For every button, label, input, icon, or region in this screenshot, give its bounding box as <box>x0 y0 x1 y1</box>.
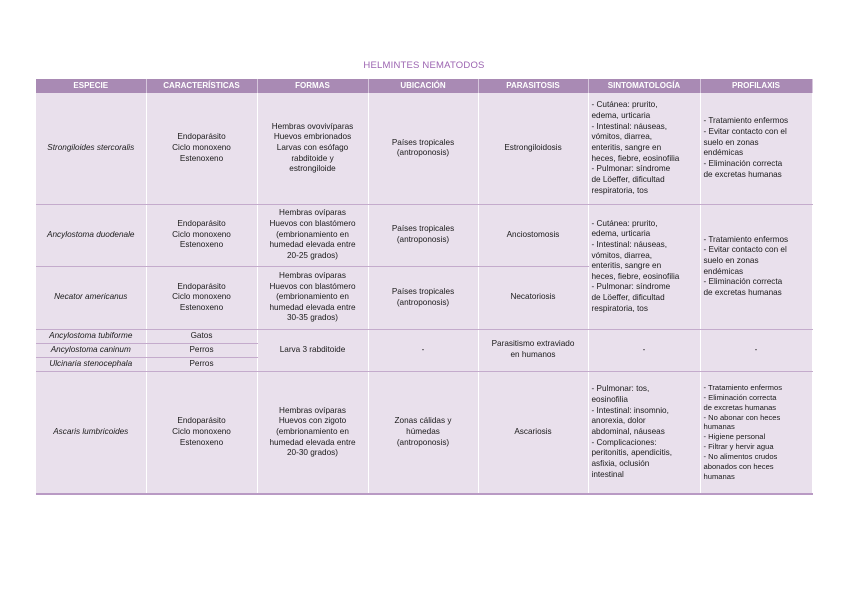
text-line: edema, urticaria <box>591 229 651 239</box>
text-line: endémicas <box>703 148 744 158</box>
text-line: Ciclo monoxeno <box>172 426 231 436</box>
profilaxis-cell <box>700 204 812 329</box>
text-line: - No abonar con heces <box>703 412 781 422</box>
text-line: - Tratamiento enfermos <box>703 116 789 126</box>
especie-cell: Ancylostoma duodenale <box>36 204 146 266</box>
text-line: húmedas <box>406 426 440 436</box>
text-line: Larvas con esófago <box>276 142 349 152</box>
nematodos-table <box>36 79 813 495</box>
text-line: peritonitis, apendicitis, <box>591 448 673 458</box>
text-line: humanas <box>703 422 735 432</box>
text-line: respiratoria, tos <box>591 303 648 313</box>
text-line: Huevos con zigoto <box>278 416 347 426</box>
parasitosis-cell: Anciostomosis <box>478 204 588 266</box>
header-sintomatologia: SINTOMATOLOGÍA <box>588 79 700 93</box>
text-line: de excretas humanas <box>703 287 782 297</box>
text-line: Países tropicales <box>391 286 455 296</box>
text-line: abonados con heces <box>703 461 774 471</box>
text-line: - Pulmonar: síndrome <box>591 164 671 174</box>
text-line: heces, fiebre, eosinofilia <box>591 153 680 163</box>
profilaxis-cell <box>700 93 812 204</box>
text-line: asfixia, oclusión <box>591 458 650 468</box>
host-cell: Gatos <box>146 329 257 343</box>
text-line: Estenoxeno <box>179 302 224 312</box>
text-line: Estenoxeno <box>179 437 224 447</box>
text-line: Endoparásito <box>177 416 226 426</box>
parasitosis-cell: Necatoriosis <box>478 266 588 329</box>
ubicacion-cell: - <box>368 329 478 371</box>
text-line: (antroponosis) <box>396 437 450 447</box>
table-row-strongyloides <box>36 93 812 204</box>
sintomatologia-cell <box>588 204 700 329</box>
text-line: humedad elevada entre <box>269 437 356 447</box>
text-line: Países tropicales <box>391 224 455 234</box>
text-line: vómitos, diarrea, <box>591 132 653 142</box>
text-line: - Complicaciones: <box>591 437 657 447</box>
header-ubicacion: UBICACIÓN <box>368 79 478 93</box>
text-line: suelo en zonas <box>703 255 759 265</box>
formas-cell: Larva 3 rabditoide <box>257 329 368 371</box>
text-line: abdominal, náuseas <box>591 426 665 436</box>
host-cell: Perros <box>146 343 257 357</box>
text-line: Endoparásito <box>177 219 226 229</box>
text-line: - Evitar contacto con el <box>703 245 787 255</box>
text-line: - No alimentos crudos <box>703 451 778 461</box>
text-line: - Filtrar y hervir agua <box>703 442 774 452</box>
table-row-tubiforme <box>36 329 812 343</box>
text-line: - Cutánea: prurito, <box>591 218 658 228</box>
text-line: edema, urticaria <box>591 110 651 120</box>
text-line: de excretas humanas <box>703 402 777 412</box>
table-row-ascaris <box>36 371 812 494</box>
text-line: - Higiene personal <box>703 432 766 442</box>
text-line: Ciclo monoxeno <box>172 292 231 302</box>
text-line: enteritis, sangre en <box>591 142 662 152</box>
text-line: intestinal <box>591 469 624 479</box>
text-line: 20-30 grados) <box>287 448 338 458</box>
text-line: Endoparásito <box>177 281 226 291</box>
header-row <box>36 79 812 93</box>
text-line: heces, fiebre, eosinofilia <box>591 271 680 281</box>
text-line: Ciclo monoxeno <box>172 229 231 239</box>
text-line: Huevos con blastómero <box>269 219 356 229</box>
text-line: - Evitar contacto con el <box>703 126 787 136</box>
table-row-duodenale <box>36 204 812 266</box>
text-line: en humanos <box>510 350 556 359</box>
especie-cell: Necator americanus <box>36 266 146 329</box>
ubicacion-cell <box>368 93 478 204</box>
text-line: - Cutánea: prurito, <box>591 100 658 110</box>
text-line: Hembras ovíparas <box>279 270 346 280</box>
formas-cell <box>257 266 368 329</box>
text-line: (embrionamiento en <box>276 426 349 436</box>
text-line: de Löeffer, dificultad <box>591 174 665 184</box>
text-line: Huevos embrionados <box>273 132 352 142</box>
text-line: 30-35 grados) <box>287 313 338 323</box>
header-especie: ESPECIE <box>36 79 146 93</box>
caracteristicas-cell <box>146 204 257 266</box>
text-line: - Intestinal: náuseas, <box>591 121 668 131</box>
text-line: endémicas <box>703 266 744 276</box>
text-line: humanas <box>703 471 735 481</box>
especie-cell: Ulcinaria stenocephala <box>36 357 146 371</box>
especie-cell: Ancylostoma tubiforme <box>36 329 146 343</box>
sintomatologia-cell <box>588 371 700 494</box>
sintomatologia-cell: - <box>588 329 700 371</box>
text-line: Hembras ovovivíparas <box>271 121 354 131</box>
ubicacion-cell <box>368 371 478 494</box>
text-line: eosinofilia <box>591 394 628 404</box>
text-line: - Tratamiento enfermos <box>703 234 789 244</box>
header-caracteristicas: CARACTERÍSTICAS <box>146 79 257 93</box>
parasitosis-cell: Ascariosis <box>478 371 588 494</box>
formas-cell <box>257 204 368 266</box>
sintomatologia-cell <box>588 93 700 204</box>
caracteristicas-cell <box>146 266 257 329</box>
caracteristicas-cell <box>146 93 257 204</box>
text-line: Hembras ovíparas <box>279 405 346 415</box>
text-line: Países tropicales <box>391 137 455 147</box>
text-line: - Pulmonar: tos, <box>591 384 650 394</box>
text-line: (embrionamiento en <box>276 292 349 302</box>
text-line: suelo en zonas <box>703 137 759 147</box>
text-line: humedad elevada entre <box>269 240 356 250</box>
text-line: Ciclo monoxeno <box>172 142 231 152</box>
text-line: de Löeffer, dificultad <box>591 293 665 303</box>
ubicacion-cell <box>368 266 478 329</box>
text-line: Hembras ovíparas <box>279 208 346 218</box>
host-cell: Perros <box>146 357 257 371</box>
text-line: humedad elevada entre <box>269 302 356 312</box>
text-line: - Tratamiento enfermos <box>703 382 782 392</box>
text-line: Estenoxeno <box>179 153 224 163</box>
parasitosis-cell <box>478 329 588 371</box>
parasitosis-cell: Estrongiloidosis <box>478 93 588 204</box>
ubicacion-cell <box>368 204 478 266</box>
text-line: estrongiloide <box>289 164 336 174</box>
formas-cell <box>257 371 368 494</box>
text-line: - Eliminación correcta <box>703 392 777 402</box>
text-line: - Intestinal: insomnio, <box>591 405 669 415</box>
text-line: Parasitismo extraviado <box>491 339 575 349</box>
especie-cell: Strongiloides stercoralis <box>36 93 146 204</box>
formas-cell <box>257 93 368 204</box>
text-line: (antroponosis) <box>396 297 450 307</box>
text-line: - Intestinal: náuseas, <box>591 239 668 249</box>
text-line: (antroponosis) <box>396 235 450 244</box>
text-line: (embrionamiento en <box>276 229 349 239</box>
text-line: Huevos con blastómero <box>269 281 356 291</box>
header-parasitosis: PARASITOSIS <box>478 79 588 93</box>
document-title: HELMINTES NEMATODOS <box>363 60 485 71</box>
text-line: 20-25 grados) <box>287 250 338 260</box>
profilaxis-cell: - <box>700 329 812 371</box>
text-line: respiratoria, tos <box>591 185 648 195</box>
text-line: Endoparásito <box>177 132 226 142</box>
text-line: anorexia, dolor <box>591 416 646 426</box>
text-line: - Pulmonar: síndrome <box>591 282 671 292</box>
text-line: vómitos, diarrea, <box>591 250 653 260</box>
text-line: de excretas humanas <box>703 169 782 179</box>
especie-cell: Ascaris lumbricoides <box>36 371 146 494</box>
text-line: (antroponosis) <box>396 148 450 158</box>
text-line: - Eliminación correcta <box>703 158 783 168</box>
profilaxis-cell <box>700 371 812 494</box>
caracteristicas-cell <box>146 371 257 494</box>
text-line: Estenoxeno <box>179 240 224 250</box>
header-formas: FORMAS <box>257 79 368 93</box>
especie-cell: Ancylostoma caninum <box>36 343 146 357</box>
text-line: - Eliminación correcta <box>703 277 783 287</box>
text-line: enteritis, sangre en <box>591 261 662 271</box>
text-line: rabditoide y <box>291 153 334 163</box>
text-line: Zonas cálidas y <box>394 416 452 426</box>
header-profilaxis: PROFILAXIS <box>700 79 812 93</box>
